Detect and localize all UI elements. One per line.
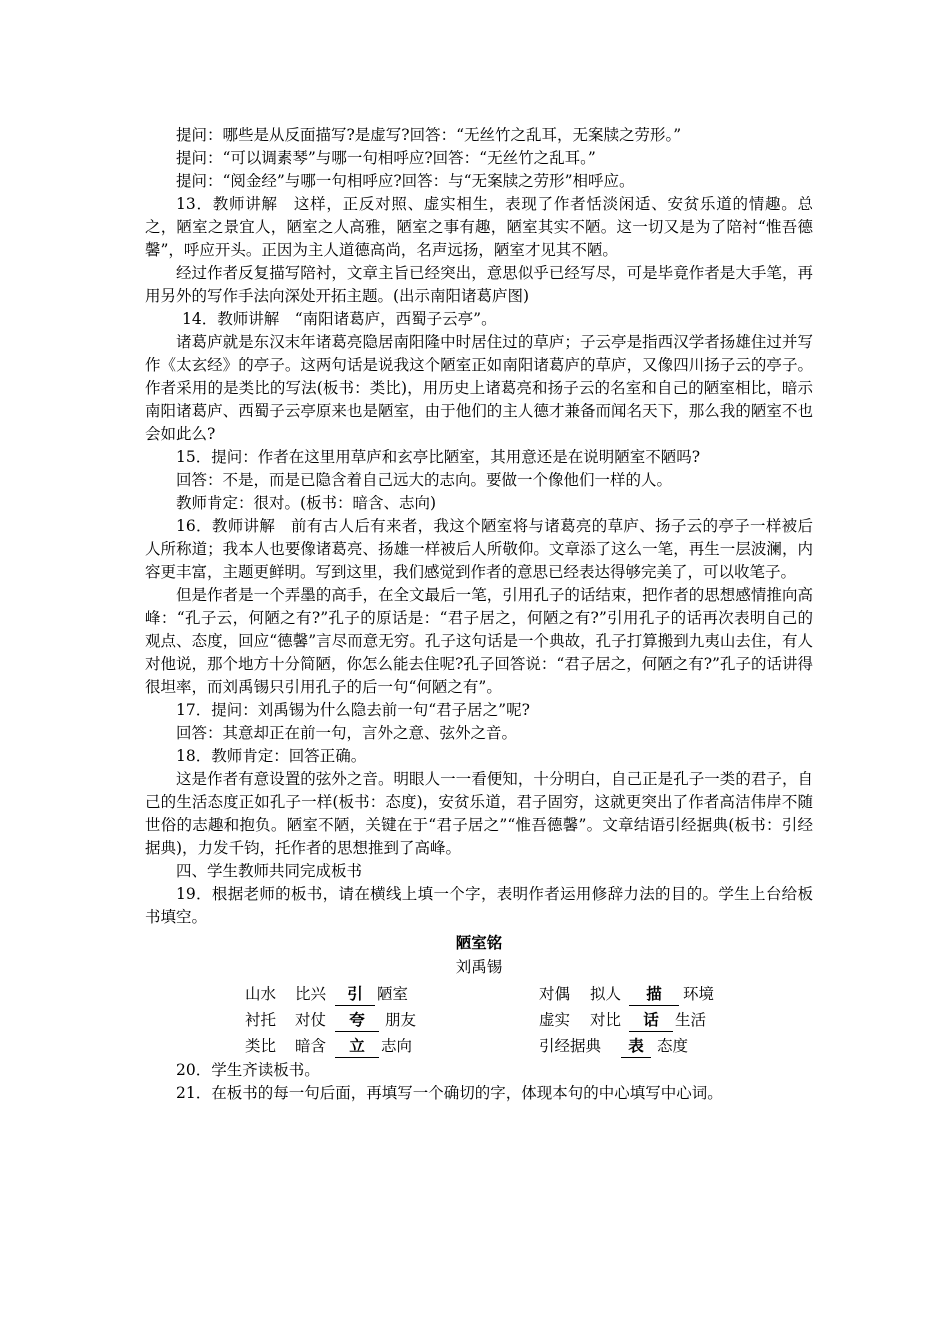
paragraph: 16．教师讲解 前有古人后有来者，我这个陋室将与诸葛亮的草庐、扬子云的亭子一样被后人所称道；我本人也要像诸葛亮、扬雄一样被后人所敬仰。文章添了这么一笔，再生一层波澜，内容更丰富，主题更鲜明。写到这里，我们感觉到作者的意思已经表达得够完美了，可以收笔子。 [145,517,813,581]
board-term: 衬托 [245,1011,277,1029]
paragraph: 提问：哪些是从反面描写?是虚写?回答：“无丝竹之乱耳，无案牍之劳形。” [176,126,682,144]
paragraph: 提问：“阅金经”与哪一句相呼应?回答：与“无案牍之劳形”相呼应。 [176,172,635,190]
board-term: 对偶 [539,985,571,1003]
paragraph: 14．教师讲解 “南阳诸葛庐，西蜀子云亭”。 [182,310,497,328]
paragraph: 但是作者是一个弄墨的高手，在全文最后一笔，引用孔子的话结束，把作者的思想感情推向高峰：“孔子云，何陋之有?”孔子的原话是：“君子居之，何陋之有?”引用孔子的话再次表明自己的观点、态度，回应“德馨”言尽而意无穷。孔子这句话是一个典故，孔子打算搬到九夷山去住，有人对他说，那个地方十分简陋，你怎么能去住呢?孔子回答说：“君子居之，何陋之有?”孔子的话讲得很坦率，而刘禹锡只引用孔子的后一句“何陋之有”。 [145,586,813,696]
paragraph: 回答：不是，而是已隐含着自己远大的志向。要做一个像他们一样的人。 [176,471,673,489]
paragraph: 教师肯定：很对。(板书：暗含、志向) [176,494,437,512]
board-row [145,1033,813,1059]
board-fill-blank: 夸 [335,1009,379,1032]
board-term: 对比 [590,1011,622,1029]
board-fill-blank: 引 [335,983,375,1006]
board-term: 引经据典 [539,1037,602,1055]
paragraph: 13．教师讲解 这样，正反对照、虚实相生，表现了作者恬淡闲适、安贫乐道的情趣。总之，陋室之景宜人，陋室之人高雅，陋室之事有趣，陋室其实不陋。这一切又是为了陪衬“惟吾德馨”，呼应开头。正因为主人道德高尚，名声远扬，陋室才见其不陋。 [145,195,813,259]
board-fill-blank: 立 [335,1035,379,1058]
board-row [145,1007,813,1033]
paragraph: 20．学生齐读板书。 [176,1061,320,1079]
board-term: 拟人 [590,985,622,1003]
board-term: 比兴 [295,985,327,1003]
board-header [145,931,813,979]
board-row [145,981,813,1007]
board-term: 对仗 [295,1011,327,1029]
board-term: 志向 [381,1037,413,1055]
board-fill-blank: 话 [629,1009,673,1032]
board-table [145,981,813,1059]
board-fill-blank: 表 [621,1035,651,1058]
board-term: 环境 [683,985,715,1003]
board-term: 朋友 [385,1011,417,1029]
board-term: 生活 [675,1011,707,1029]
paragraph: 四、学生教师共同完成板书 [176,862,363,880]
paragraph: 19．根据老师的板书，请在横线上填一个字，表明作者运用修辞力法的目的。学生上台给板书填空。 [145,885,813,926]
paragraph: 回答：其意却正在前一句，言外之意、弦外之音。 [176,724,518,742]
board-term: 陋室 [377,985,409,1003]
board-term: 态度 [657,1037,689,1055]
board-title: 陋室铭 [455,934,503,952]
paragraph: 18．教师肯定：回答正确。 [176,747,367,765]
paragraph: 经过作者反复描写陪衬，文章主旨已经突出，意思似乎已经写尽，可是毕竟作者是大手笔，再用另外的写作手法向深处开拓主题。(出示南阳诸葛庐图) [145,264,813,305]
board-term: 暗含 [295,1037,327,1055]
board-fill-blank: 描 [629,983,679,1006]
paragraph: 这是作者有意设置的弦外之音。明眼人一一看便知，十分明白，自己正是孔子一类的君子，自己的生活态度正如孔子一样(板书：态度)，安贫乐道，君子固穷，这就更突出了作者高洁伟岸不随世俗的志趣和抱负。陋室不陋，关键在于“君子居之”“惟吾德馨”。文章结语引经据典(板书：引经据典)，力发千钧，托作者的思想推到了高峰。 [145,770,813,857]
board-author: 刘禹锡 [455,958,503,976]
board-term: 山水 [245,985,277,1003]
paragraph: 17．提问：刘禹锡为什么隐去前一句“君子居之”呢? [176,701,530,719]
paragraph: 21．在板书的每一句后面，再填写一个确切的字，体现本句的中心填写中心词。 [176,1084,723,1102]
paragraph: 提问：“可以调素琴”与哪一句相呼应?回答：“无丝竹之乱耳。” [176,149,596,167]
board-term: 类比 [245,1037,277,1055]
board-term: 虚实 [539,1011,571,1029]
paragraph: 15．提问：作者在这里用草庐和玄亭比陋室，其用意还是在说明陋室不陋吗? [176,448,701,466]
paragraph: 诸葛庐就是东汉末年诸葛亮隐居南阳隆中时居住过的草庐；子云亭是指西汉学者扬雄住过并写作《太玄经》的亭子。这两句话是说我这个陋室正如南阳诸葛庐的草庐，又像四川扬子云的亭子。作者采用的是类比的写法(板书：类比)，用历史上诸葛亮和扬子云的名室和自己的陋室相比，暗示南阳诸葛庐、西蜀子云亭原来也是陋室，由于他们的主人德才兼备而闻名天下，那么我的陋室不也会如此么? [145,333,813,443]
document-page [145,124,813,1105]
